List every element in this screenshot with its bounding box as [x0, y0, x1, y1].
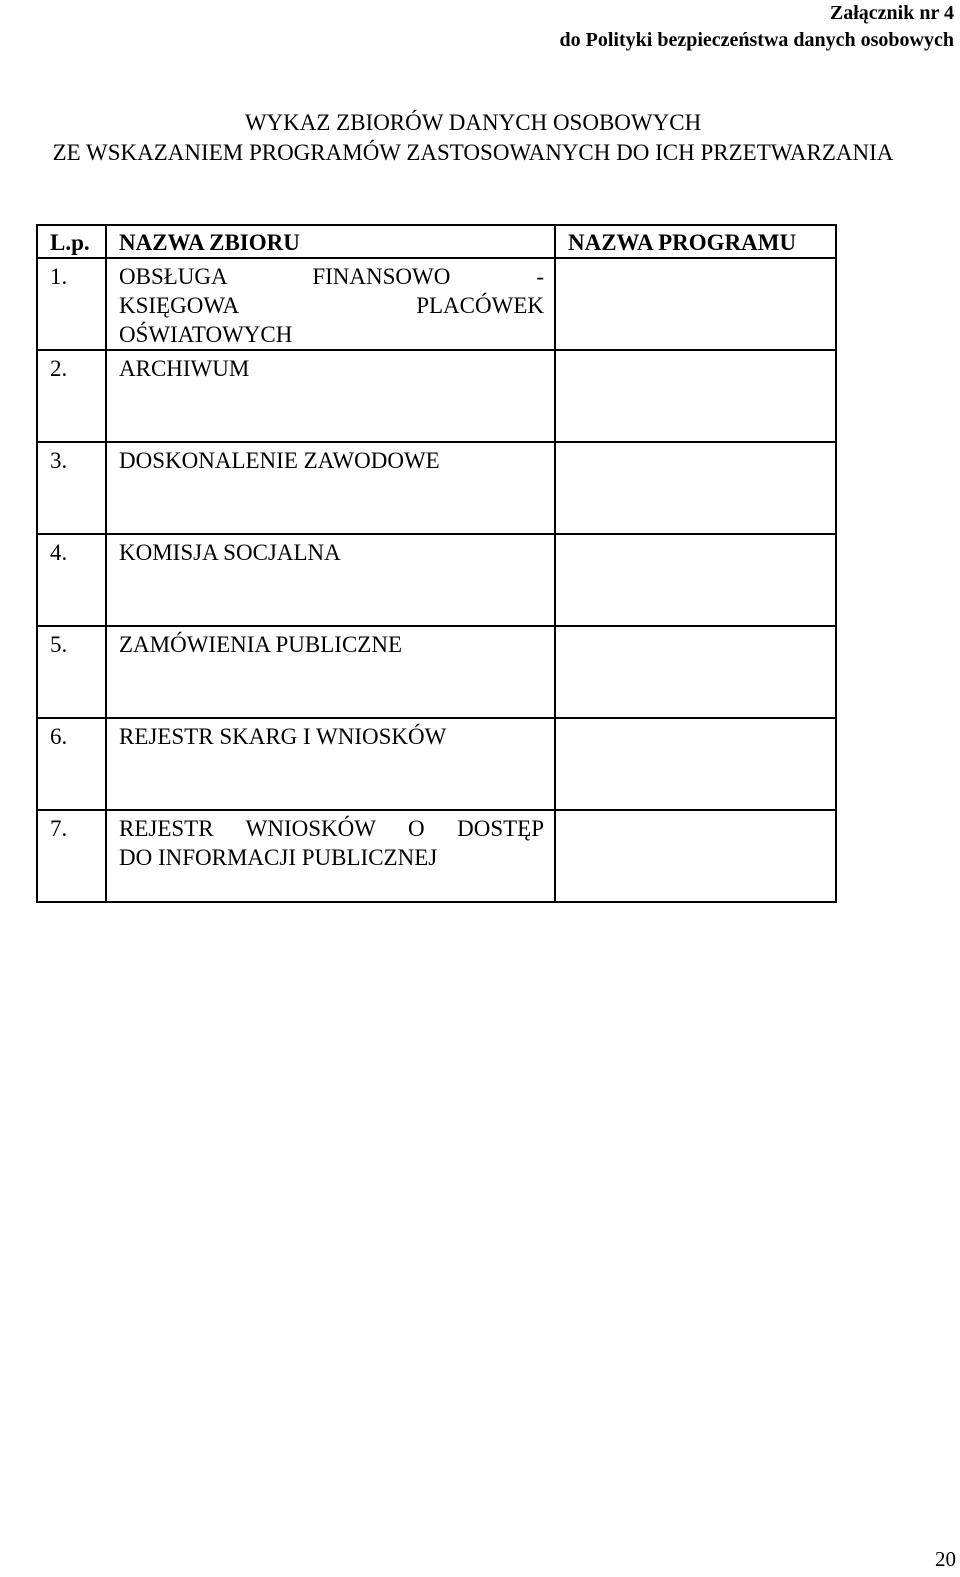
dataset-name-line: DO INFORMACJI PUBLICZNEJ	[119, 845, 438, 870]
row-program-name	[555, 442, 836, 534]
annex-number: Załącznik nr 4	[829, 2, 954, 24]
dataset-name-line: REJESTR SKARG I WNIOSKÓW	[119, 724, 447, 749]
row-dataset-name	[106, 534, 555, 626]
dataset-name-line: KSIĘGOWA PLACÓWEK	[119, 293, 544, 318]
table-row	[37, 442, 836, 534]
row-dataset-name	[106, 718, 555, 810]
row-program-name	[555, 350, 836, 442]
annex-policy-reference: do Polityki bezpieczeństwa danych osobowych	[559, 29, 954, 51]
page-number: 20	[935, 1547, 956, 1571]
row-lp: 1.	[37, 258, 106, 350]
row-dataset-name	[106, 258, 555, 350]
row-lp: 4.	[37, 534, 106, 626]
annex-header	[560, 0, 954, 54]
row-lp: 6.	[37, 718, 106, 810]
row-lp: 2.	[37, 350, 106, 442]
row-dataset-name	[106, 626, 555, 718]
header-lp: L.p.	[37, 225, 106, 258]
dataset-name-line: OBSŁUGA FINANSOWO -	[119, 264, 544, 289]
table-row	[37, 350, 836, 442]
row-program-name	[555, 810, 836, 902]
row-program-name	[555, 718, 836, 810]
row-dataset-name	[106, 350, 555, 442]
document-title-line2: ZE WSKAZANIEM PROGRAMÓW ZASTOSOWANYCH DO ICH PRZETWARZANIA	[52, 140, 894, 165]
dataset-name-line: DOSKONALENIE ZAWODOWE	[119, 448, 440, 473]
document-title-line1: WYKAZ ZBIORÓW DANYCH OSOBOWYCH	[244, 110, 702, 135]
table-row	[37, 810, 836, 902]
table-row	[37, 534, 836, 626]
row-lp: 7.	[37, 810, 106, 902]
row-lp: 3.	[37, 442, 106, 534]
header-dataset-name: NAZWA ZBIORU	[106, 225, 555, 258]
row-program-name	[555, 258, 836, 350]
dataset-name-line: KOMISJA SOCJALNA	[119, 540, 341, 565]
table-header-row	[37, 225, 836, 258]
table-row	[37, 718, 836, 810]
dataset-name-line: ZAMÓWIENIA PUBLICZNE	[119, 632, 402, 657]
table-row	[37, 626, 836, 718]
header-program-name: NAZWA PROGRAMU	[555, 225, 836, 258]
table-row	[37, 258, 836, 350]
dataset-name-line: REJESTR WNIOSKÓW O DOSTĘP	[119, 816, 544, 841]
dataset-name-line: ARCHIWUM	[119, 356, 250, 381]
row-dataset-name	[106, 442, 555, 534]
data-sets-table	[36, 224, 837, 903]
dataset-name-line: OŚWIATOWYCH	[119, 322, 293, 347]
row-dataset-name	[106, 810, 555, 902]
row-lp: 5.	[37, 626, 106, 718]
row-program-name	[555, 626, 836, 718]
row-program-name	[555, 534, 836, 626]
